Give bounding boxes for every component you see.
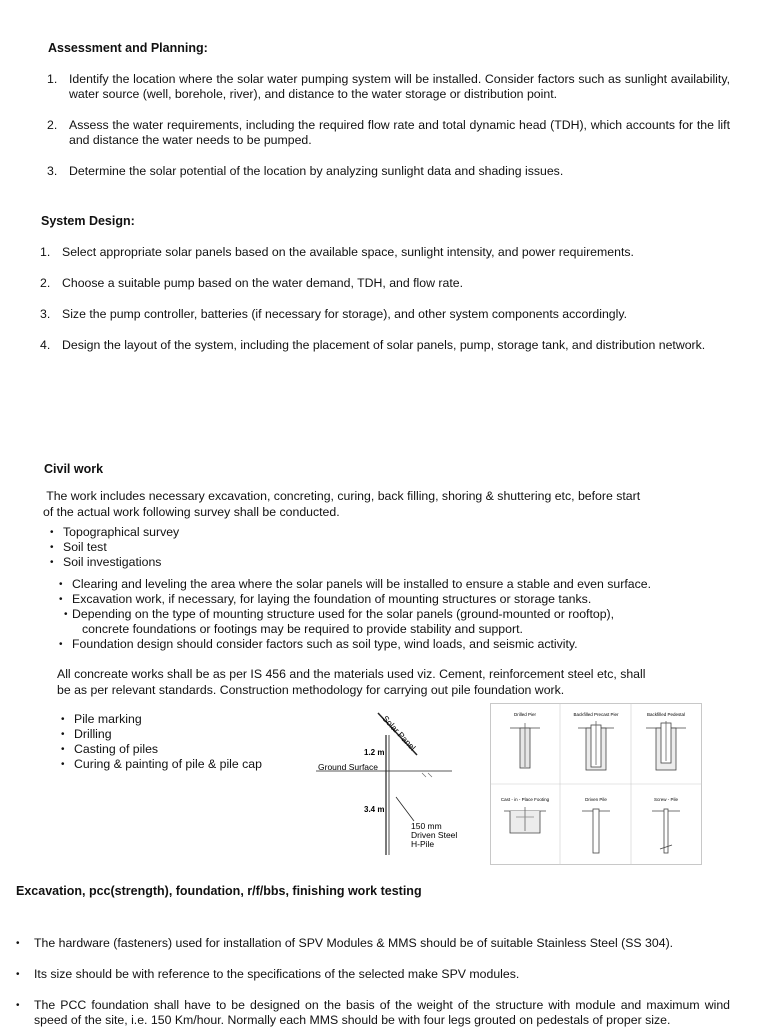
civil-task-list [57, 577, 697, 652]
list-item: • Soil investigations [48, 555, 348, 570]
civil-work-heading: Civil work [44, 462, 104, 476]
precast-pier-label: Backfilled Precast Pier [573, 712, 619, 717]
pile-leader-line [396, 797, 414, 821]
pile-size-label: 150 mm [411, 821, 442, 831]
ground-hatch [428, 773, 432, 777]
cast-footing-shape [504, 807, 546, 833]
pile-type-label: Driven Steel [411, 830, 458, 840]
pile-shape-label: H-Pile [411, 839, 435, 849]
list-item: • The hardware (fasteners) used for installation of SPV Modules & MMS should be of suitable Stainless Steel (SS 304). [14, 936, 730, 951]
cast-footing-label: Cast - in - Place Footing [500, 797, 550, 802]
civil-intro-line-1: The work includes necessary excavation, concreting, curing, back filling, shoring & shuttering etc, before start [43, 489, 641, 503]
list-item: 2. Assess the water requirements, including the required flow rate and total dynamic head (TDH), which accounts for the lift and distance the water needs to be pumped. [47, 118, 730, 147]
ground-hatch [422, 773, 426, 777]
testing-list [14, 936, 730, 1028]
civil-intro-line-2: of the actual work following survey shall be conducted. [43, 505, 340, 519]
solar-panel-label: Solar Panel [380, 713, 418, 753]
list-item: • Depending on the type of mounting structure used for the solar panels (ground-mounted or rooftop), concrete foundations or footings may be required to provide stability and support. [72, 607, 662, 637]
list-item: 3. Size the pump controller, batteries (if necessary for storage), and other system components accordingly. [40, 307, 628, 321]
below-ground-depth-label: 3.4 m [364, 805, 385, 814]
pile-section-diagram [310, 705, 470, 860]
list-item: • Pile marking [59, 712, 299, 727]
list-item: • Foundation design should consider factors such as soil type, wind loads, and seismic activity. [57, 637, 697, 652]
system-design-list [40, 245, 730, 353]
list-item: 4. Design the layout of the system, including the placement of solar panels, pump, storage tank, and distribution network. [40, 338, 706, 352]
list-item: • The PCC foundation shall have to be designed on the basis of the weight of the structure with module and maximum wind speed of the site, i.e. 150 Km/hour. Normally each MMS should be with four legs grouted on pedestals of proper size. [14, 998, 730, 1028]
foundation-types-figure [490, 703, 702, 865]
list-item: • Its size should be with reference to the specifications of the selected make SPV modules. [14, 967, 730, 982]
list-item: • Excavation work, if necessary, for laying the foundation of mounting structures or storage tanks. [57, 592, 697, 607]
screw-pile-label: Screw - Pile [653, 797, 679, 802]
pedestal-label: Backfilled Pedestal [646, 712, 686, 717]
list-item: • Casting of piles [59, 742, 299, 757]
survey-list [48, 525, 348, 570]
concrete-standard-line-2: be as per relevant standards. Construction methodology for carrying out pile foundation work. [57, 683, 565, 697]
drilled-pier-label: Drilled Pier [513, 712, 537, 717]
system-design-heading: System Design: [41, 214, 135, 228]
list-item: • Clearing and leveling the area where the solar panels will be installed to ensure a stable and even surface. [57, 577, 697, 592]
assessment-list [47, 72, 730, 179]
above-ground-depth-label: 1.2 m [364, 748, 385, 757]
list-item: • Topographical survey [48, 525, 348, 540]
list-item: • Drilling [59, 727, 299, 742]
driven-pile-label: Driven Pile [585, 797, 607, 802]
concrete-standard-line-1: All concreate works shall be as per IS 456 and the materials used viz. Cement, reinforcement steel etc, shall [57, 667, 646, 681]
list-item: 2. Choose a suitable pump based on the water demand, TDH, and flow rate. [40, 276, 464, 290]
list-item: • Soil test [48, 540, 348, 555]
pile-steps-list [59, 712, 299, 772]
list-item: 3. Determine the solar potential of the location by analyzing sunlight data and shading issues. [47, 164, 564, 178]
list-item: • Curing & painting of pile & pile cap [59, 757, 299, 772]
assessment-heading: Assessment and Planning: [48, 41, 208, 55]
ground-surface-label: Ground Surface [318, 762, 379, 772]
list-item: 1. Select appropriate solar panels based on the available space, sunlight intensity, and power requirements. [40, 245, 634, 259]
list-item: 1. Identify the location where the solar water pumping system will be installed. Consider factors such as sunlight availability, water source (well, borehole, river), and distance to the water storage or distribution point. [47, 72, 730, 101]
testing-heading: Excavation, pcc(strength), foundation, r/f/bbs, finishing work testing [16, 884, 422, 898]
